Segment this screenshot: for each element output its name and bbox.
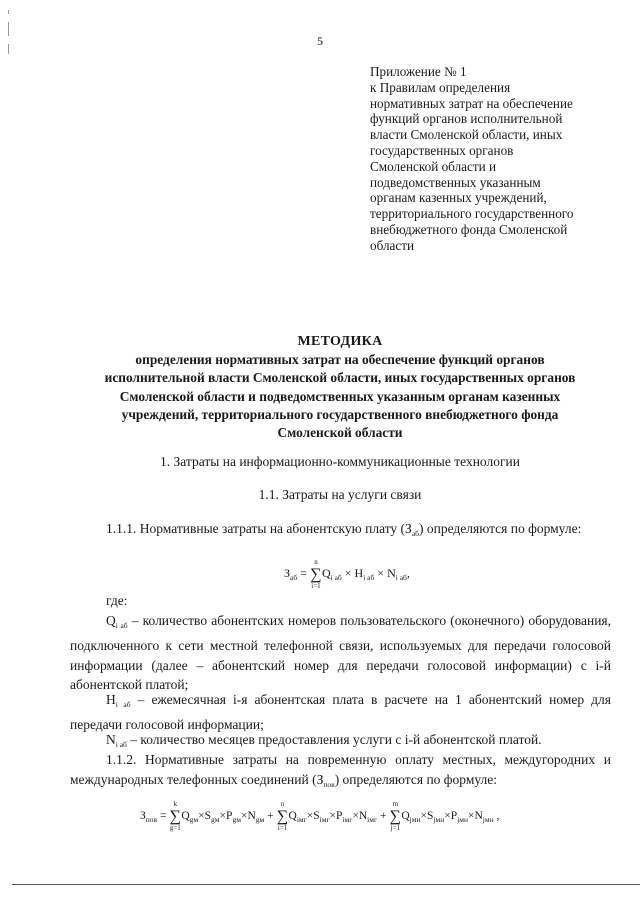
formula-operator: × (444, 810, 451, 822)
where-label: где: (106, 593, 128, 608)
formula-symbol: P (450, 810, 458, 822)
sum-upper-limit: n (280, 800, 285, 808)
appendix-line: подведомственных указанным (370, 174, 541, 190)
title-line: учреждений, территориального государственного внебюджетного фонда (121, 406, 559, 422)
sum-sign (389, 800, 402, 832)
formula-symbol: P (336, 810, 343, 822)
sum-lower-limit: i=1 (311, 582, 321, 590)
definition-symbol: H (106, 692, 116, 707)
page-number: 5 (317, 34, 323, 48)
formula-operator: × (344, 566, 352, 580)
formula-subscript: gм (189, 815, 199, 824)
formula-subscript: iмг (319, 815, 330, 824)
definition-text: – ежемесячная i-я абонентская плата в расчете на 1 абонентский номер для передачи голосовой информации; (70, 692, 611, 732)
sum-symbol: ∑ (310, 566, 322, 583)
formula-operator: × (467, 810, 475, 822)
appendix-line: Смоленской области и (370, 158, 497, 174)
sum-symbol: ∑ (389, 808, 402, 825)
paragraph-text: 1.1.2. Нормативные затраты на повременную оплату местных, междугородних и международных телефонных соединений (З (70, 752, 611, 787)
paragraph-1-1-1 (70, 519, 611, 544)
formula-symbol: З (284, 566, 291, 580)
page-bottom-rule (12, 884, 640, 885)
formula-subscript: аб (290, 573, 298, 582)
title-line: Смоленской области (277, 425, 403, 441)
formula-symbol: Q (321, 566, 331, 580)
formula-subscript: gм (211, 815, 220, 824)
appendix-line: нормативных затрат на обеспечение (370, 95, 573, 111)
sum-symbol: ∑ (276, 808, 289, 825)
title-line: определения нормативных затрат на обеспечение функций органов (135, 352, 545, 368)
definition-q (70, 611, 611, 695)
definition-h (70, 690, 611, 735)
appendix-line: органам казенных учреждений, (370, 190, 547, 206)
formula-operator: × (219, 810, 227, 822)
formula-subscript: jмн (433, 815, 445, 824)
formula-symbol: N (247, 810, 256, 822)
formula-operator: × (306, 810, 314, 822)
document-title (70, 333, 610, 442)
paragraph-text: ) определяются по формуле: (418, 521, 582, 536)
formula-symbol: N (387, 566, 396, 580)
formula-subscript: jмн (409, 815, 421, 824)
appendix-line: области (370, 237, 415, 253)
formula-operator: , (406, 566, 410, 580)
formula-symbol: N (474, 810, 483, 822)
sum-sign (310, 558, 322, 590)
sum-lower-limit: i=1 (277, 824, 288, 832)
sum-sign (276, 800, 289, 832)
sum-symbol: ∑ (169, 808, 182, 825)
sum-lower-limit: j=1 (390, 824, 401, 832)
appendix-line: функций органов исполнительной (370, 111, 563, 127)
formula-subscript: пов (145, 815, 158, 824)
formula-operator: + (267, 810, 274, 822)
scan-margin-mark (8, 10, 9, 14)
title-line: Смоленской области и подведомственных указанным органам казенных (119, 388, 561, 404)
definition-subscript: i аб (115, 740, 127, 749)
symbol-subscript: аб (411, 529, 419, 538)
title-line: исполнительной власти Смоленской области, иных государственных органов (104, 370, 576, 386)
appendix-line: территориального государственного (370, 206, 574, 222)
symbol-subscript: пов (323, 779, 335, 789)
definition-subscript: i аб (115, 621, 128, 630)
formula-subscript: iмг (342, 815, 353, 824)
appendix-line: к Правилам определения (370, 79, 511, 95)
formula-subscript: jмн (457, 815, 468, 824)
formula-operator: × (352, 810, 359, 822)
formula-abonent (284, 558, 410, 590)
formula-subscript: iмг (367, 815, 378, 824)
definition-text: – количество абонентских номеров пользовательского (оконечного) оборудования, подключенного к сети местной телефонной связи, используемых для передачи голосовой информации (далее – абонентский номер для передачи голосовой информации) с i-й абонентской платой; (70, 613, 612, 693)
sum-upper-limit: m (392, 800, 399, 808)
formula-time-based-calls (140, 800, 500, 832)
formula-symbol: З (140, 810, 146, 822)
formula-subscript: i аб (395, 573, 407, 582)
formula-operator: × (420, 810, 427, 822)
appendix-line: внебюджетного фонда Смоленской (370, 221, 568, 237)
formula-symbol: H (354, 566, 364, 580)
title-main: МЕТОДИКА (297, 334, 383, 349)
section-heading-1-1: 1.1. Затраты на услуги связи (258, 487, 422, 502)
formula-subscript: gм (232, 815, 241, 824)
formula-operator: = (159, 810, 167, 822)
formula-symbol: Q (401, 810, 410, 822)
appendix-line: власти Смоленской области, иных (370, 127, 563, 143)
paragraph-text: ) определяются по формуле: (334, 771, 498, 787)
formula-subscript: jмн (482, 815, 494, 824)
formula-symbol: S (313, 810, 320, 822)
formula-operator: × (198, 810, 205, 822)
appendix-line: государственных органов (370, 142, 514, 158)
sum-lower-limit: g=1 (169, 824, 181, 832)
formula-symbol: P (226, 810, 233, 822)
formula-subscript: iмг (296, 815, 307, 824)
formula-subscript: gм (255, 815, 265, 824)
appendix-header (370, 64, 620, 254)
formula-subscript: i аб (330, 573, 342, 582)
definition-subscript: i аб (115, 700, 131, 709)
definition-symbol: N (106, 732, 116, 747)
formula-operator: = (300, 566, 307, 580)
formula-operator: , (496, 810, 500, 822)
definition-text: – количество месяцев предоставления услуги с i-й абонентской платой. (130, 732, 542, 747)
formula-symbol: Q (181, 810, 190, 822)
formula-symbol: S (204, 810, 212, 822)
appendix-line: Приложение № 1 (370, 64, 467, 79)
sum-upper-limit: n (314, 558, 318, 566)
formula-operator: × (329, 810, 337, 822)
section-heading-1: 1. Затраты на информационно-коммуникационные технологии (160, 454, 520, 469)
sum-sign (169, 800, 182, 832)
paragraph-text: 1.1.1. Нормативные затраты на абонентскую плату (З (106, 521, 412, 536)
formula-subscript: i аб (363, 573, 375, 582)
sum-upper-limit: k (173, 800, 178, 808)
definition-symbol: Q (106, 613, 116, 628)
formula-operator: + (379, 810, 387, 822)
formula-operator: × (377, 566, 385, 580)
formula-operator: × (240, 810, 248, 822)
formula-symbol: Q (288, 810, 297, 822)
formula-symbol: N (358, 810, 368, 822)
paragraph-1-1-2 (70, 750, 611, 795)
formula-symbol: S (426, 810, 434, 822)
